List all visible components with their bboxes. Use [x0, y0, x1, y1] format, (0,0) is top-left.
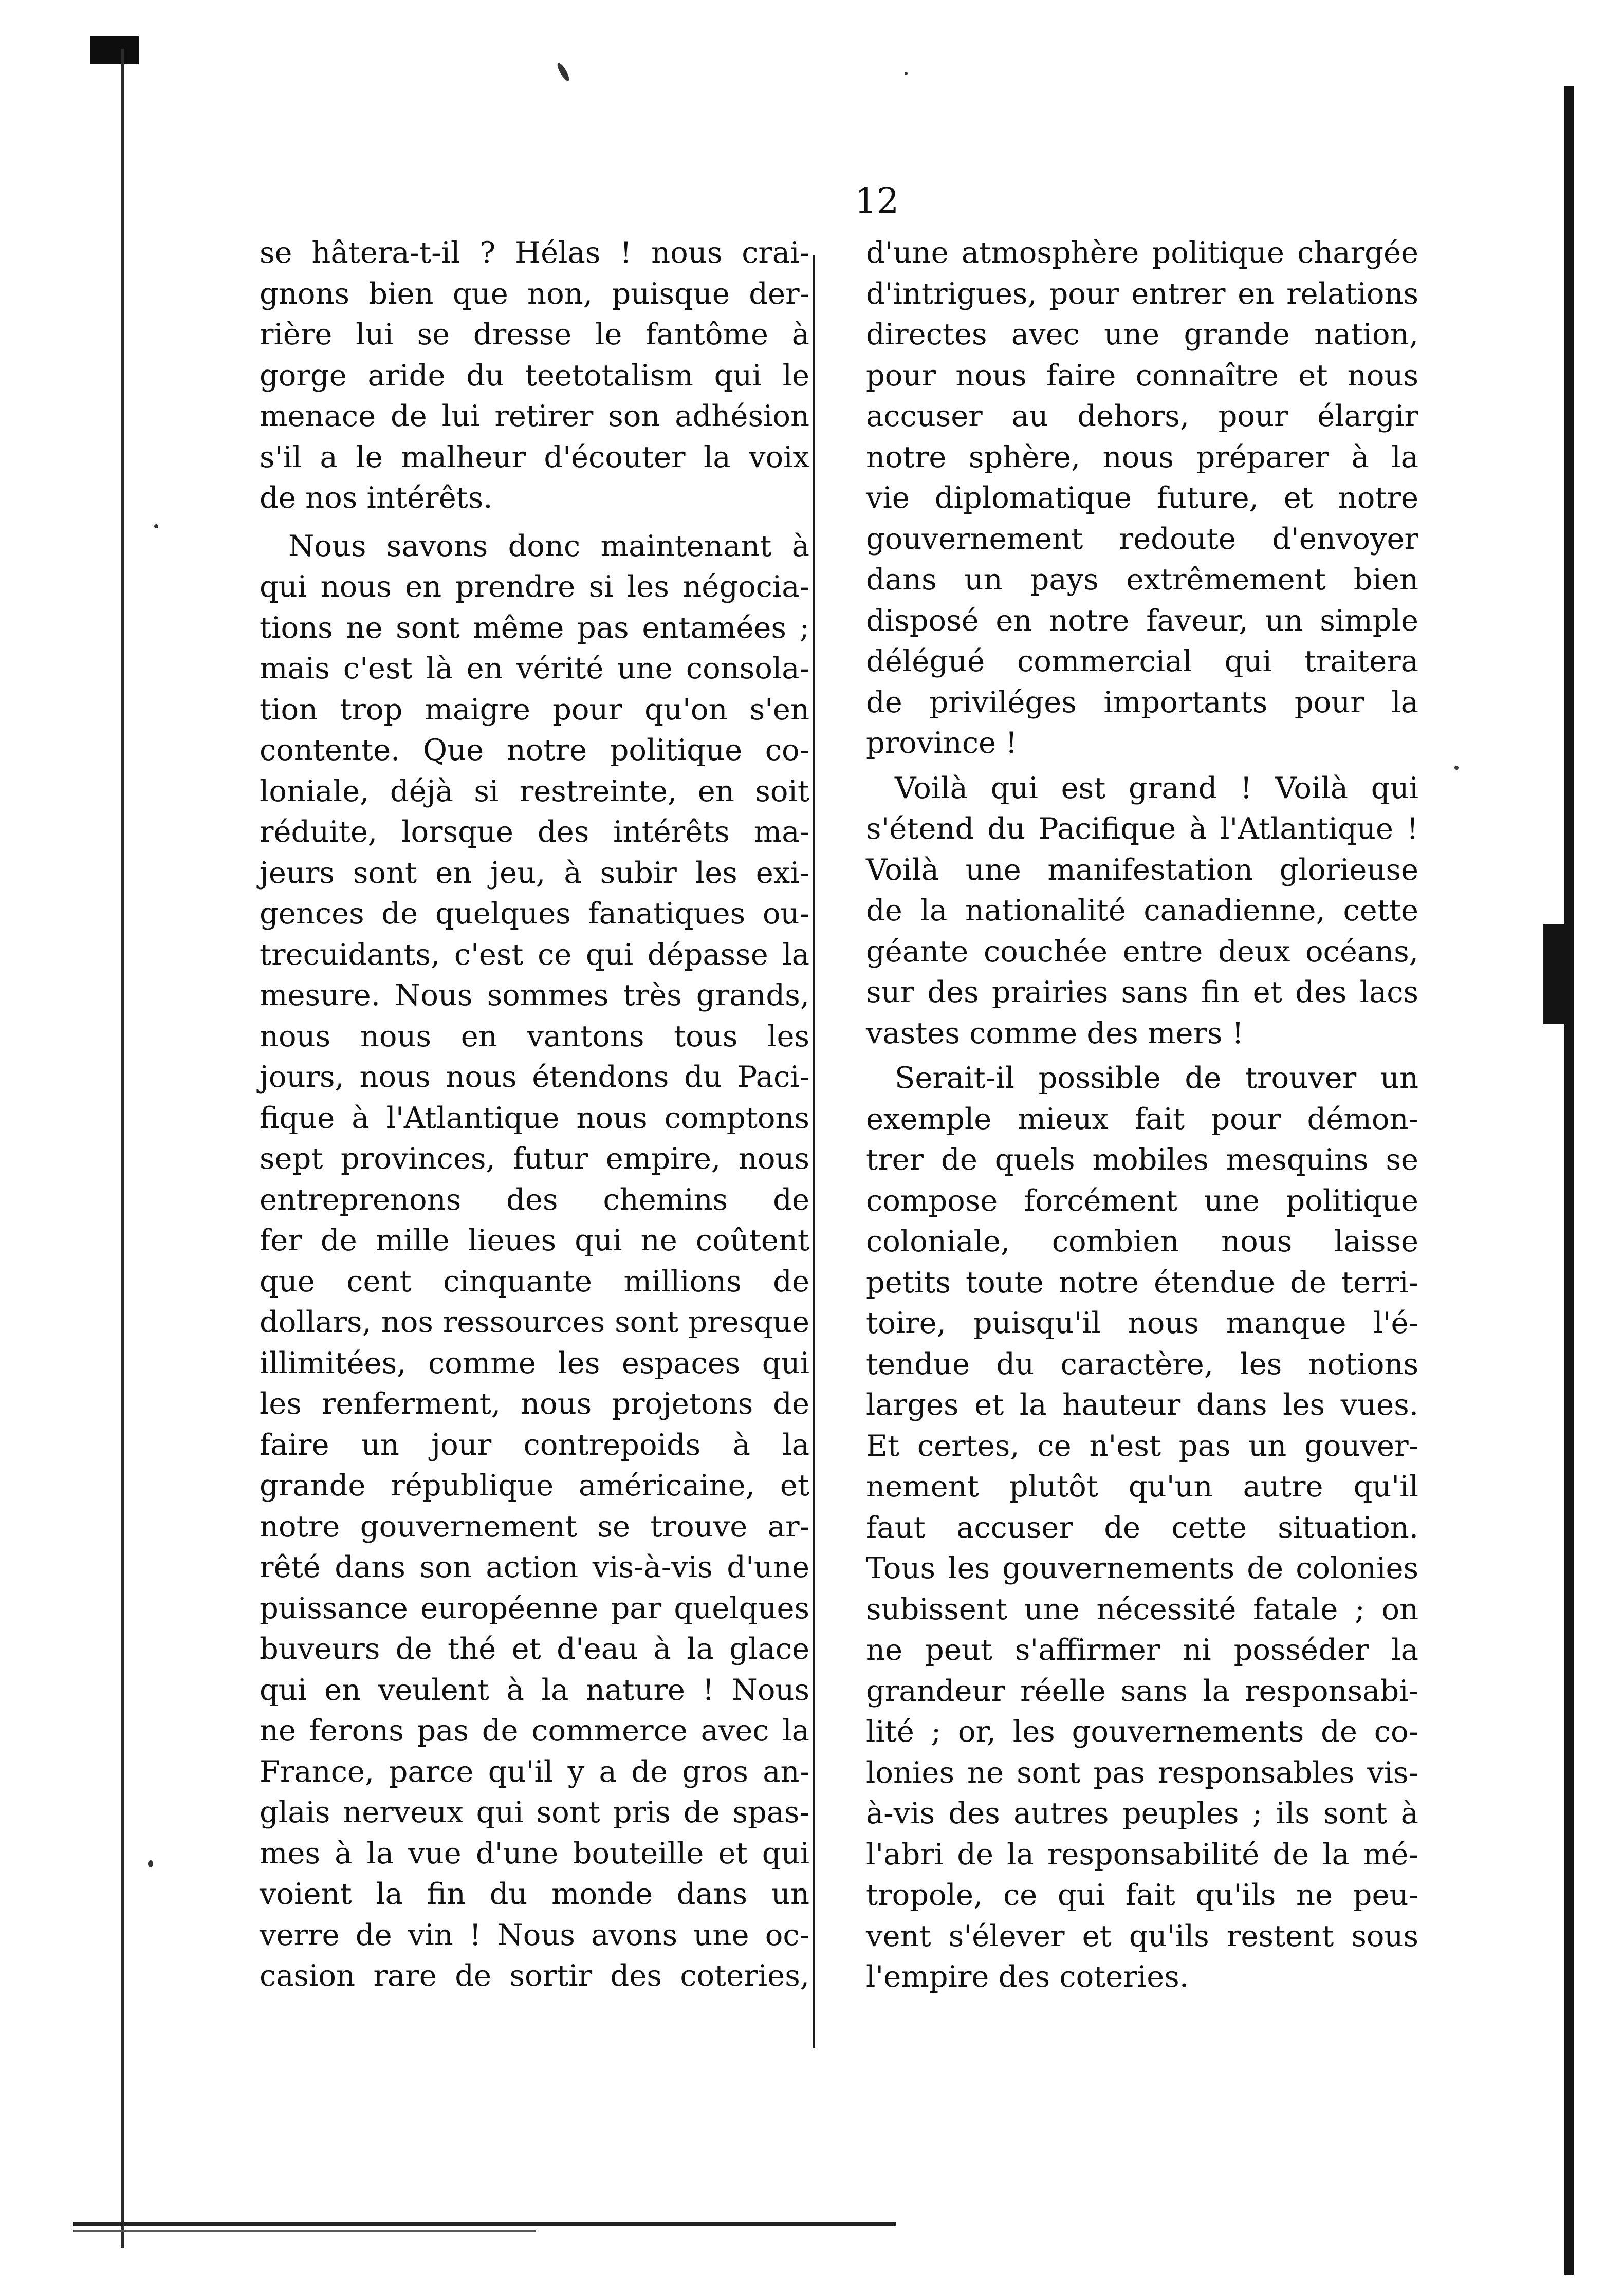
text-line: glais nerveux qui sont pris de spas-: [260, 1795, 809, 1829]
text-line: qui en veulent à la nature ! Nous: [260, 1672, 809, 1707]
text-line: rêté dans son action vis-à-vis d'une: [260, 1550, 809, 1584]
scan-bottom-edge: [73, 2222, 896, 2226]
text-line: mais c'est là en vérité une consola-: [260, 651, 809, 686]
scan-edge-mark: [90, 36, 139, 64]
text-line: buveurs de thé et d'eau à la glace: [260, 1632, 809, 1666]
text-line: faire un jour contrepoids à la: [260, 1427, 809, 1462]
text-line: l'abri de la responsabilité de la mé-: [866, 1837, 1418, 1872]
column-divider: [813, 255, 815, 2048]
text-line: disposé en notre faveur, un simple: [866, 603, 1418, 638]
text-line: exemple mieux fait pour démon-: [866, 1101, 1418, 1136]
text-line: illimitées, comme les espaces qui: [260, 1345, 809, 1380]
text-line: d'intrigues, pour entrer en relations: [866, 276, 1418, 311]
text-line: verre de vin ! Nous avons une oc-: [260, 1917, 809, 1952]
text-line: géante couchée entre deux océans,: [866, 934, 1418, 969]
text-line: vastes comme des mers !: [866, 1015, 1244, 1050]
text-line: fique à l'Atlantique nous comptons: [260, 1100, 809, 1135]
text-line: qui nous en prendre si les négocia-: [260, 569, 809, 604]
scan-speck: [905, 72, 908, 75]
text-line: fer de mille lieues qui ne coûtent: [260, 1223, 809, 1257]
text-line: sept provinces, futur empire, nous: [260, 1141, 809, 1176]
text-line: nous nous en vantons tous les: [260, 1019, 809, 1053]
text-line: casion rare de sortir des coteries,: [260, 1958, 809, 1993]
scan-speck: [154, 524, 158, 528]
text-line: ne ferons pas de commerce avec la: [260, 1713, 809, 1748]
text-line: nement plutôt qu'un autre qu'il: [866, 1469, 1418, 1504]
text-line: entreprenons des chemins de: [260, 1182, 809, 1217]
text-line: Et certes, ce n'est pas un gouver-: [866, 1428, 1418, 1463]
scan-speck: [1454, 766, 1459, 770]
text-line: délégué commercial qui traitera: [866, 644, 1418, 678]
text-line: dans un pays extrêmement bien: [866, 562, 1418, 597]
right-column: [866, 232, 1418, 1997]
text-line: sur des prairies sans fin et des lacs: [866, 975, 1418, 1009]
scan-speck: [148, 1860, 153, 1867]
text-line: d'une atmosphère politique chargée: [866, 235, 1418, 270]
text-line: jours, nous nous étendons du Paci-: [260, 1060, 809, 1094]
text-line: directes avec une grande nation,: [866, 317, 1418, 351]
left-column: [260, 232, 809, 1996]
text-line: gnons bien que non, puisque der-: [260, 276, 809, 311]
text-line: coloniale, combien nous laisse: [866, 1224, 1418, 1258]
text-line: de priviléges importants pour la: [866, 684, 1418, 719]
text-line: réduite, lorsque des intérêts ma-: [260, 814, 809, 849]
text-line: vent s'élever et qu'ils restent sous: [866, 1918, 1418, 1953]
text-line: Nous savons donc maintenant à: [288, 528, 809, 563]
text-line: s'étend du Pacifique à l'Atlantique !: [866, 811, 1418, 846]
scan-bottom-edge-faint: [73, 2230, 536, 2232]
text-line: trer de quels mobiles mesquins se: [866, 1142, 1418, 1177]
text-line: menace de lui retirer son adhésion: [260, 399, 809, 433]
scan-right-edge: [1564, 86, 1574, 2275]
text-line: contente. Que notre politique co-: [260, 733, 809, 767]
text-line: les renferment, nous projetons de: [260, 1386, 809, 1421]
text-line: gorge aride du teetotalism qui le: [260, 358, 809, 393]
text-line: Voilà qui est grand ! Voilà qui: [895, 770, 1418, 805]
text-line: se hâtera-t-il ? Hélas ! nous crai-: [260, 235, 809, 270]
text-line: loniale, déjà si restreinte, en soit: [260, 773, 809, 808]
text-line: accuser au dehors, pour élargir: [866, 399, 1418, 433]
text-line: mesure. Nous sommes très grands,: [260, 978, 809, 1012]
text-line: vie diplomatique future, et notre: [866, 480, 1418, 515]
text-line: s'il a le malheur d'écouter la voix: [260, 439, 809, 474]
text-line: voient la fin du monde dans un: [260, 1877, 809, 1911]
text-line: notre gouvernement se trouve ar-: [260, 1509, 809, 1544]
scan-right-edge-tab: [1543, 924, 1566, 1024]
text-line: faut accuser de cette situation.: [866, 1510, 1418, 1545]
text-line: jeurs sont en jeu, à subir les exi-: [260, 855, 809, 890]
text-line: rière lui se dresse le fantôme à: [260, 317, 809, 351]
text-line: de nos intérêts.: [260, 480, 493, 515]
text-line: subissent une nécessité fatale ; on: [866, 1591, 1418, 1626]
text-line: de la nationalité canadienne, cette: [866, 893, 1418, 928]
text-line: Tous les gouvernements de colonies: [866, 1551, 1418, 1585]
page-number: 12: [854, 181, 899, 221]
text-line: compose forcément une politique: [866, 1183, 1418, 1218]
text-line: à-vis des autres peuples ; ils sont à: [866, 1796, 1418, 1830]
text-line: toire, puisqu'il nous manque l'é-: [866, 1306, 1418, 1340]
text-line: pour nous faire connaître et nous: [866, 358, 1418, 393]
text-line: dollars, nos ressources sont presque: [260, 1305, 809, 1339]
text-line: puissance européenne par quelques: [260, 1590, 809, 1625]
text-line: gouvernement redoute d'envoyer: [866, 521, 1418, 556]
scan-speck: [556, 62, 571, 83]
text-line: trecuidants, c'est ce qui dépasse la: [260, 937, 809, 972]
text-line: l'empire des coteries.: [866, 1959, 1189, 1994]
scan-left-edge: [121, 49, 124, 2248]
text-line: France, parce qu'il y a de gros an-: [260, 1754, 809, 1789]
text-line: ne peut s'affirmer ni posséder la: [866, 1633, 1418, 1667]
text-line: tendue du caractère, les notions: [866, 1346, 1418, 1381]
text-line: Serait-il possible de trouver un: [895, 1061, 1418, 1095]
text-line: petits toute notre étendue de terri-: [866, 1265, 1418, 1300]
text-line: tions ne sont même pas entamées ;: [260, 610, 809, 645]
text-line: notre sphère, nous préparer à la: [866, 439, 1418, 474]
text-line: grande république américaine, et: [260, 1468, 809, 1503]
text-line: que cent cinquante millions de: [260, 1264, 809, 1299]
text-line: Voilà une manifestation glorieuse: [866, 852, 1418, 887]
text-line: lonies ne sont pas responsables vis-: [866, 1755, 1418, 1790]
text-line: mes à la vue d'une bouteille et qui: [260, 1836, 809, 1871]
text-line: gences de quelques fanatiques ou-: [260, 896, 809, 931]
text-line: tion trop maigre pour qu'on s'en: [260, 692, 809, 727]
text-line: larges et la hauteur dans les vues.: [866, 1387, 1418, 1422]
text-line: tropole, ce qui fait qu'ils ne peu-: [866, 1878, 1418, 1912]
text-line: province !: [866, 726, 1018, 760]
text-line: lité ; or, les gouvernements de co-: [866, 1714, 1418, 1749]
text-line: grandeur réelle sans la responsabi-: [866, 1673, 1418, 1708]
